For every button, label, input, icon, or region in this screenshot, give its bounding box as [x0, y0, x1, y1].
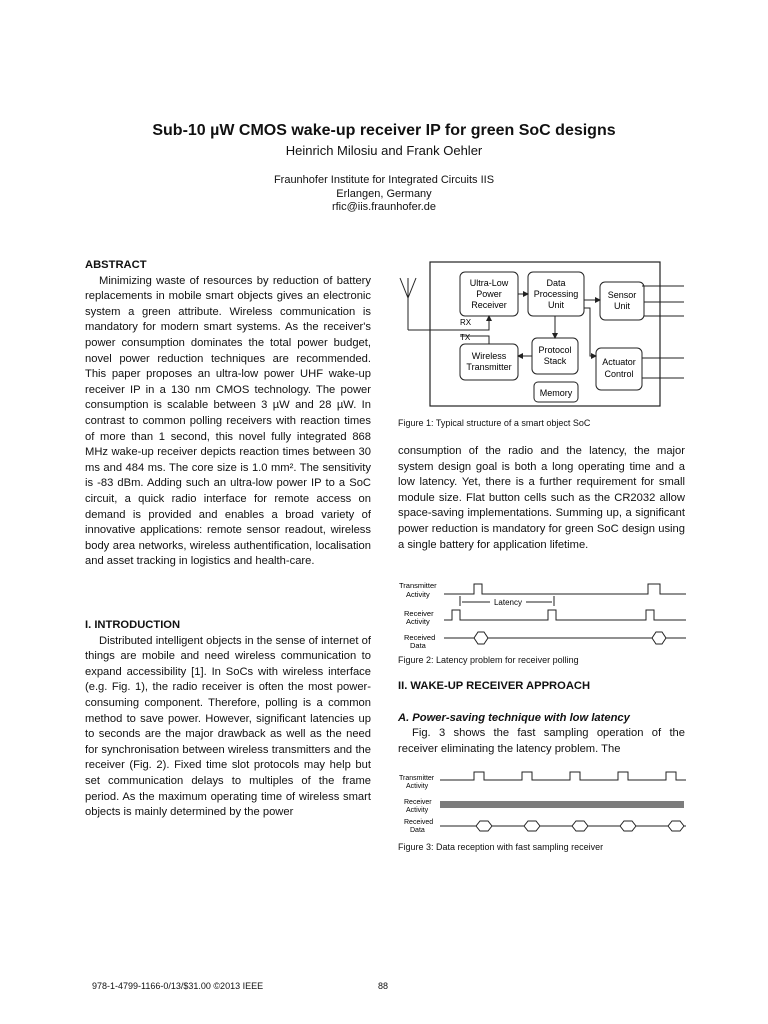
figure-1-caption: Figure 1: Typical structure of a smart object SoC	[398, 418, 591, 428]
dpu-label-3: Unit	[547, 300, 565, 310]
fig2-rx-waveform	[444, 610, 686, 620]
abstract-section	[85, 258, 371, 570]
subsection-a-heading: A. Power-saving technique with low latency	[398, 711, 630, 724]
fig3-data-label-1: Received	[404, 819, 434, 826]
abstract-heading: ABSTRACT	[85, 259, 147, 271]
sensor-label-1: Sensor	[607, 290, 637, 300]
tx-label: TX	[460, 333, 471, 342]
wtx-label-1: Wireless	[471, 351, 507, 361]
subsection-a-text: Fig. 3 shows the fast sampling operation of the receiver eliminating the latency problem. The	[398, 727, 685, 755]
actuator-label-1: Actuator	[602, 357, 636, 367]
affiliation-email: rfic@iis.fraunhofer.de	[331, 201, 437, 213]
fig2-latency-label: Latency	[493, 598, 523, 607]
abstract-text: Minimizing waste of resources by reduction of battery replacements in mobile smart objects gives an electronic system a green attribute. Wireless communication is mandatory for modern smart systems. As the receiver's power consumption dominates the total power budget, novel power reduction techniques are recommended. This paper proposes an ultra-low power UHF wake-up receiver IP in a 130 nm CMOS technology. The power consumption is scalable between 3 µW and 28 µW. In contrast to common polling receivers with reaction times of more than 1 second, this novel fully integrated 868 MHz wake-up receiver depicts reaction times between 30 ms and 484 ms. The core size is 1.0 mm². The sensitivity is -83 dBm. Adding such an ultra-low power IP to a SoC circuit, a quick radio interface for remote access on demand is provided and enables a broad variety of innovative applications: remote sensor readout, wireless body area networks, wireless authentification, localisation and asset tracking in logistics and health-care.	[85, 274, 371, 568]
continuation-text: consumption of the radio and the latency, the major system design goal is both a long operating time and a low latency. Yet, there is a further requirement for small module size. Flat button cells such as the CR2032 allow space-saving implementations. Summing up, a significant power reduction is mandatory for green SoC design using a single battery for application lifetime.	[398, 445, 685, 551]
fig2-data-waveform	[444, 632, 686, 638]
figure-2-timing-diagram	[396, 578, 688, 652]
dpu-label-1: Data	[546, 278, 566, 288]
fig2-rx-label-1: Receiver	[404, 609, 434, 618]
block-memory	[534, 382, 578, 402]
copyright-notice: 978-1-4799-1166-0/13/$31.00 ©2013 IEEE	[92, 981, 264, 991]
proto-label-2: Stack	[543, 356, 567, 366]
dpu-label-2: Processing	[533, 289, 579, 299]
figure-2-caption: Figure 2: Latency problem for receiver polling	[398, 655, 579, 665]
page-number: 88	[378, 981, 389, 991]
paper-authors: Heinrich Milosiu and Frank Oehler	[285, 143, 483, 158]
figure-3-caption: Figure 3: Data reception with fast sampling receiver	[398, 842, 604, 852]
introduction-section	[85, 618, 371, 821]
antenna-icon	[400, 278, 416, 330]
section-2-heading: II. WAKE-UP RECEIVER APPROACH	[398, 680, 591, 692]
fig3-data-trace	[476, 826, 684, 831]
fig2-data-waveform-low	[474, 638, 488, 644]
actuator-label-2: Control	[604, 369, 634, 379]
introduction-text: Distributed intelligent objects in the sense of internet of things are mobile and need wireless communication to expand accessibility [1]. In SoCs with wireless interface (e.g. Fig. 1), the radio receiver is often the most power-consuming component. Therefore, polling is a common method to save power. However, significant latencies up to seconds are the major drawback as well as the need for synchronisation between wireless transmitters and the receiver (Fig. 2). Fixed time slot protocols may help but set communication delays to multiples of the frame period. As the maximum operating time of wireless smart objects is mainly determined by the power	[85, 634, 371, 819]
wtx-label-2: Transmitter	[466, 362, 512, 372]
fig3-data-waveform	[440, 821, 686, 831]
dpu-actuator-link	[584, 308, 596, 356]
fig2-data-waveform-low-2	[652, 638, 666, 644]
introduction-heading: I. INTRODUCTION	[85, 619, 181, 631]
block-wireless-transmitter	[460, 344, 518, 380]
fig2-data-label-2: Data	[410, 641, 426, 650]
memory-label: Memory	[539, 388, 573, 398]
fig2-tx-waveform	[444, 584, 686, 594]
fig3-rx-fast-sampling	[440, 801, 684, 808]
ulp-label-3: Receiver	[471, 300, 507, 310]
ulp-label-1: Ultra-Low	[469, 278, 509, 288]
fig3-rx-label-2: Activity	[406, 807, 429, 814]
section-2	[398, 679, 685, 757]
fig3-rx-label-1: Receiver	[404, 799, 432, 806]
block-ultra-low-power-receiver	[460, 272, 518, 316]
affiliation	[0, 174, 768, 215]
rx-wire	[408, 316, 489, 330]
figure-1-diagram	[396, 256, 686, 412]
sensor-label-2: Unit	[613, 301, 631, 311]
fig3-tx-waveform	[440, 772, 686, 780]
figure-3-timing-diagram	[396, 768, 688, 838]
block-protocol-stack	[532, 338, 578, 374]
affiliation-institute: Fraunhofer Institute for Integrated Circuits IIS	[273, 174, 495, 186]
block-data-processing-unit	[528, 272, 584, 316]
fig2-tx-label-2: Activity	[406, 590, 430, 599]
fig3-tx-label-2: Activity	[406, 783, 429, 790]
proto-label-1: Protocol	[538, 345, 572, 355]
paper-title: Sub-10 µW CMOS wake-up receiver IP for green SoC designs	[152, 122, 616, 139]
right-column-continuation	[398, 444, 685, 553]
fig2-rx-label-2: Activity	[406, 617, 430, 626]
fig3-data-label-2: Data	[410, 827, 425, 834]
block-sensor-unit	[600, 282, 644, 320]
affiliation-location: Erlangen, Germany	[336, 187, 432, 200]
rx-label: RX	[460, 318, 472, 327]
fig3-tx-label-1: Transmitter	[399, 775, 435, 782]
ulp-label-2: Power	[476, 289, 502, 299]
fig2-tx-label-1: Transmitter	[399, 581, 437, 590]
fig2-data-label-1: Received	[404, 633, 436, 642]
block-actuator-control	[596, 348, 642, 390]
fig3-data-trace	[440, 821, 686, 826]
